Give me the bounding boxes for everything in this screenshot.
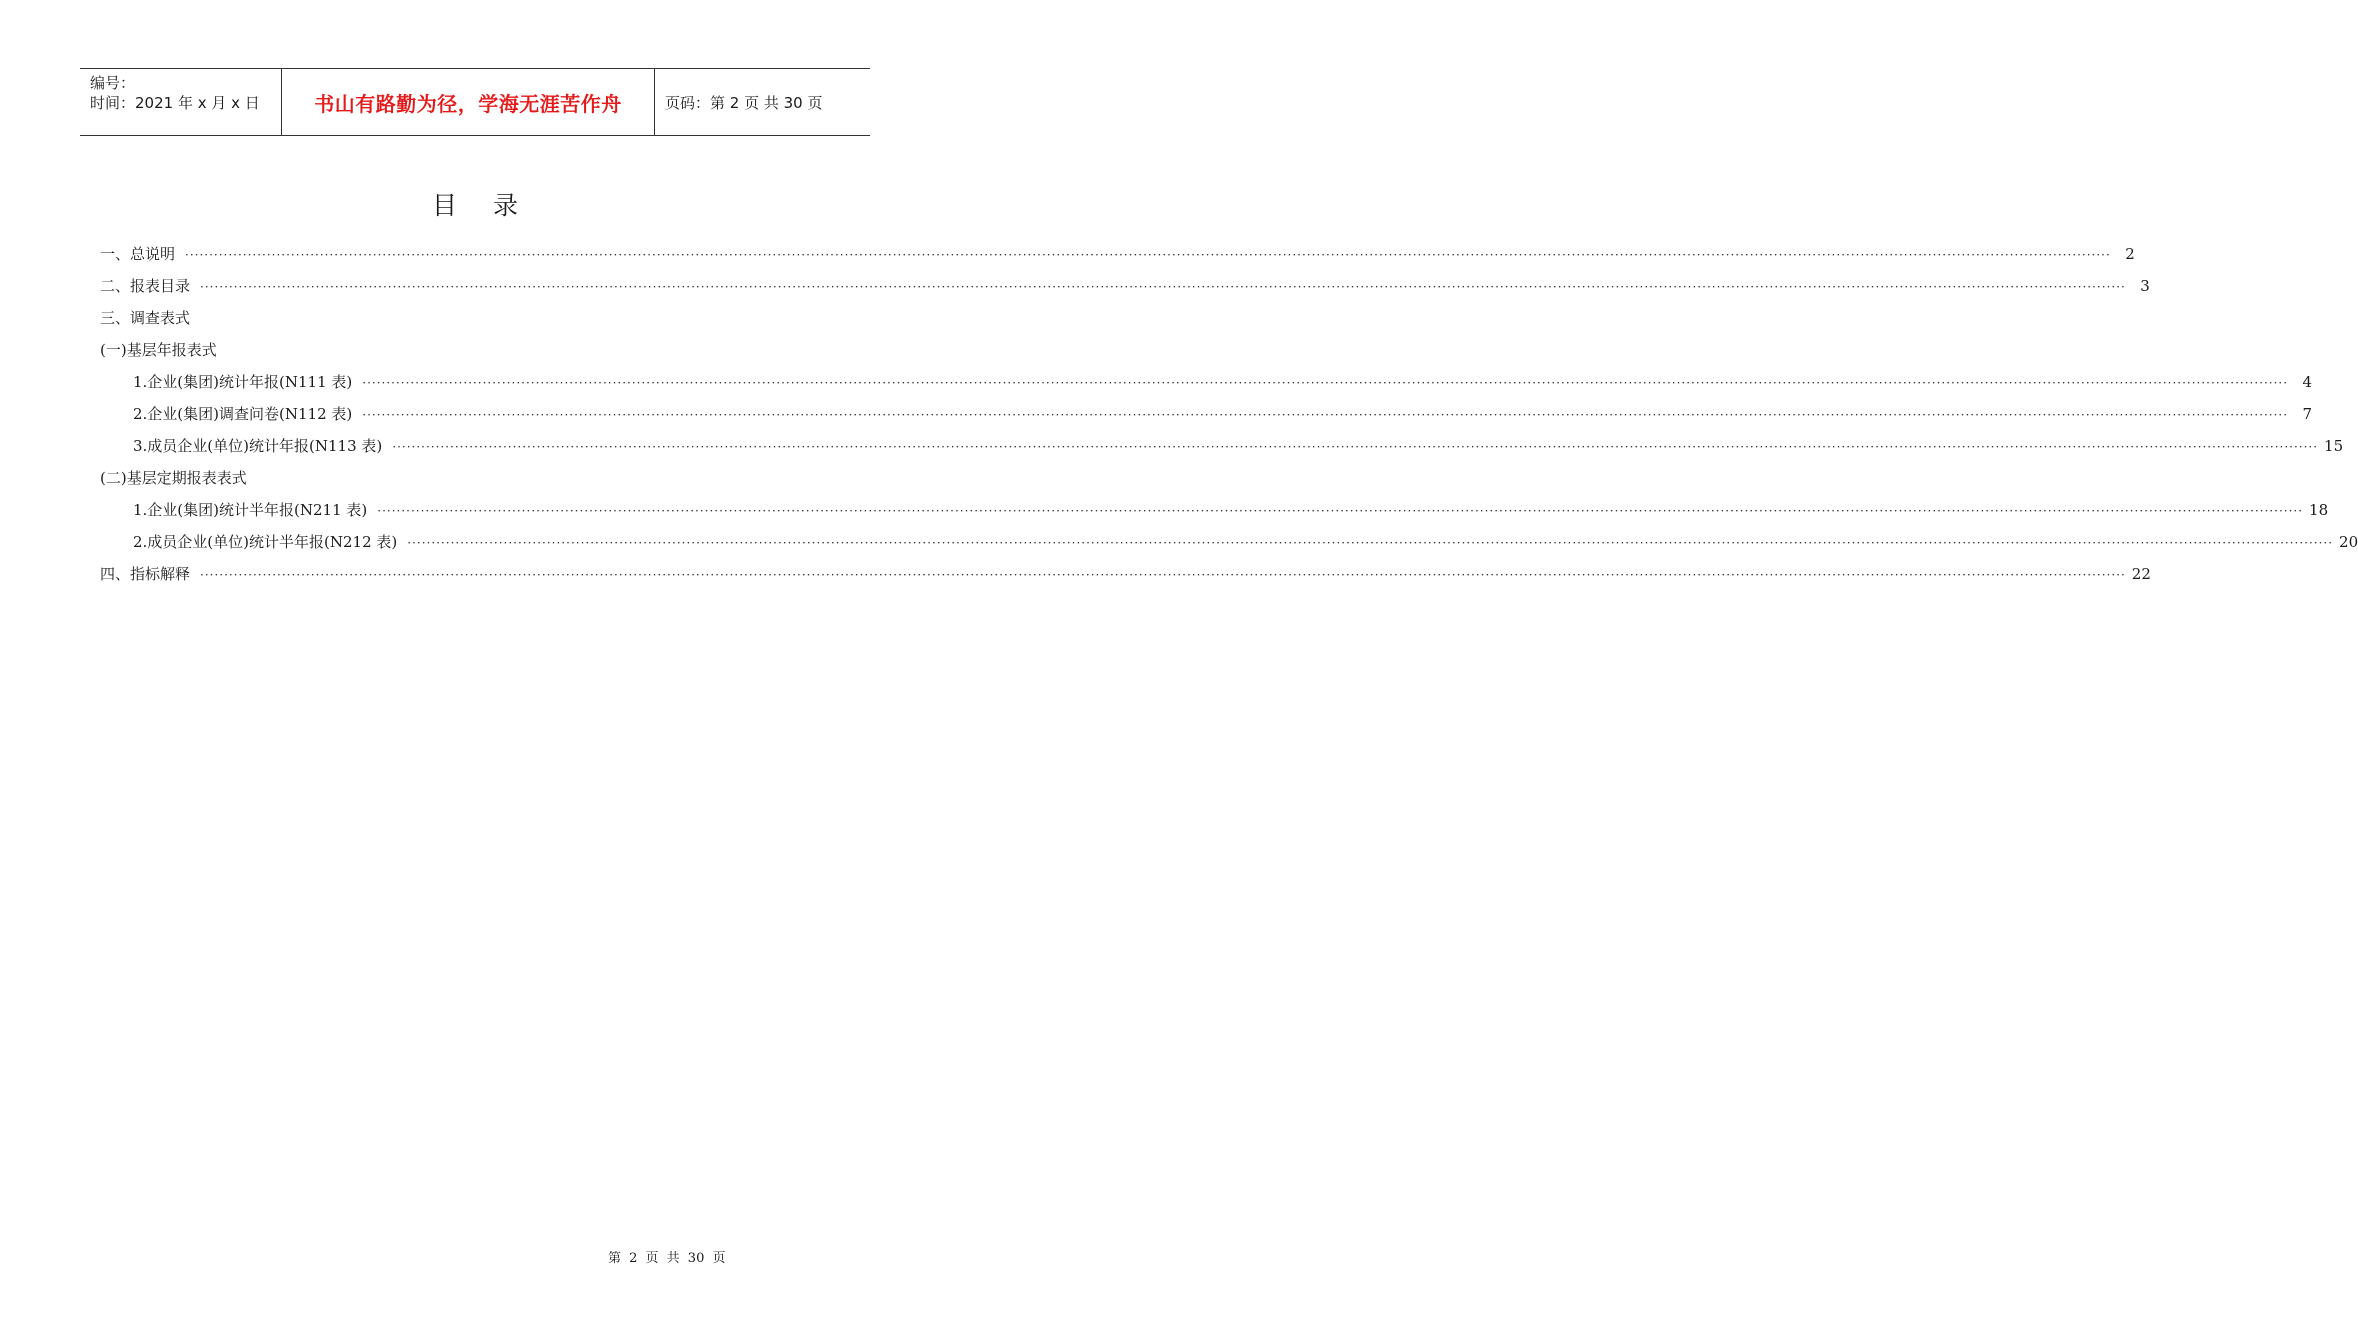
toc-entry-label: 3.成员企业(单位)统计年报(N113 表) xyxy=(133,437,383,455)
toc-entry-label: 一、总说明 xyxy=(100,245,176,263)
toc-entry-page-number: 2 xyxy=(2125,245,2135,263)
document-number-label: 编号： xyxy=(90,74,136,92)
toc-entry-page-number: 22 xyxy=(2131,565,2151,583)
toc-entry-label: 二、报表目录 xyxy=(100,277,191,295)
toc-entry[interactable] xyxy=(100,337,836,369)
toc-entry-label: 1.企业(集团)统计年报(N111 表) xyxy=(133,373,353,391)
toc-leader-dots: ················································································································································································································································································································································································································ xyxy=(392,440,2319,454)
toc-entry-page-number: 4 xyxy=(2302,373,2313,391)
toc-entry[interactable] xyxy=(100,465,836,497)
toc-leader-dots: ················································································································································································································································································································································································································ xyxy=(200,280,2126,294)
toc-entry-page-number: 18 xyxy=(2309,501,2329,519)
header-motto: 书山有路勤为径，学海无涯苦作舟 xyxy=(282,69,655,135)
toc-entry[interactable] xyxy=(100,369,2313,401)
toc-leader-dots: ················································································································································································································································································································································································································ xyxy=(362,376,2289,390)
toc-entry-label: (二)基层定期报表表式 xyxy=(100,469,247,487)
toc-leader-dots: ················································································································································································································································································································································································································ xyxy=(200,568,2126,582)
toc-entry[interactable] xyxy=(100,401,2313,433)
toc-entry[interactable] xyxy=(100,273,2150,305)
toc-leader-dots: ················································································································································································································································································································································································································ xyxy=(377,504,2304,518)
toc-entry-label: 三、调查表式 xyxy=(100,309,191,327)
toc-leader-dots: ················································································································································································································································································································································································································ xyxy=(185,248,2111,262)
toc-entry[interactable] xyxy=(100,305,836,337)
toc-entry-page-number: 20 xyxy=(2339,533,2358,551)
header-page-info: 页码：第 2 页 共 30 页 xyxy=(665,93,823,112)
page-header xyxy=(80,68,870,136)
toc-entry[interactable] xyxy=(100,497,2329,529)
toc-entry-label: (一)基层年报表式 xyxy=(100,341,217,359)
page-footer: 第 2 页 共 30 页 xyxy=(608,1251,726,1266)
toc-entry-label: 四、指标解释 xyxy=(100,565,191,583)
toc-entry-page-number: 7 xyxy=(2302,405,2313,423)
page-title: 目 录 xyxy=(432,191,532,220)
toc-entry-page-number: 3 xyxy=(2140,277,2150,295)
toc-entry[interactable] xyxy=(100,433,2344,465)
toc-entry-label: 2.成员企业(单位)统计半年报(N212 表) xyxy=(133,533,398,551)
table-of-contents xyxy=(100,241,2358,593)
toc-entry[interactable] xyxy=(100,561,2151,593)
toc-entry-label: 2.企业(集团)调查问卷(N112 表) xyxy=(133,405,353,423)
document-date-label: 时间：2021 年 x 月 x 日 xyxy=(90,94,260,112)
header-meta xyxy=(80,69,282,135)
toc-entry[interactable] xyxy=(100,241,2135,273)
toc-leader-dots: ················································································································································································································································································································································································································ xyxy=(407,536,2334,550)
toc-leader-dots: ················································································································································································································································································································································································································ xyxy=(362,408,2289,422)
toc-entry-label: 1.企业(集团)统计半年报(N211 表) xyxy=(133,501,368,519)
toc-entry-page-number: 15 xyxy=(2324,437,2344,455)
toc-entry[interactable] xyxy=(100,529,2358,561)
